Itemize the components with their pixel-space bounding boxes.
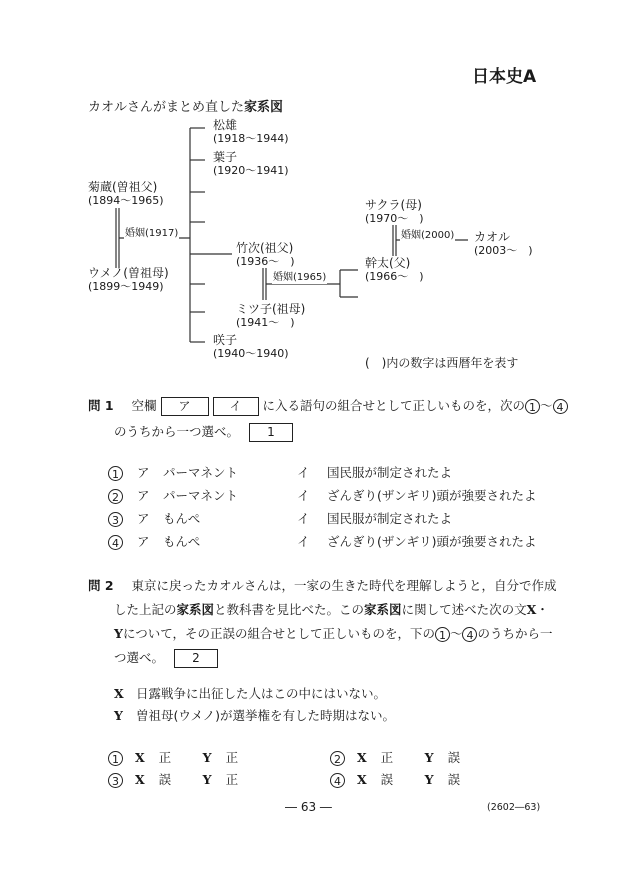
- q1-line1: [88, 395, 568, 417]
- q2-text: のうちから一: [477, 626, 553, 641]
- circled-number: 1: [525, 399, 540, 414]
- q2-text: した上記の: [114, 602, 177, 617]
- q2-line3: [114, 623, 552, 645]
- option-i-text: 国民服が制定されたよ: [326, 465, 452, 480]
- family-tree-note: ( )内の数字は西暦年を表す: [365, 356, 519, 370]
- person-kikuzo: [88, 180, 164, 207]
- blank-i-box: イ: [213, 397, 259, 416]
- person-sakiko: [213, 333, 289, 360]
- person-years: (1940～1940): [213, 347, 289, 360]
- circled-number: 4: [462, 627, 477, 642]
- circled-number: 4: [553, 399, 568, 414]
- circled-number: 1: [108, 466, 123, 481]
- option-a-text: もんぺ: [162, 534, 201, 549]
- person-sakura: [365, 198, 424, 225]
- page-number: ― 63 ―: [285, 800, 332, 814]
- person-name: 幹太(父): [365, 256, 411, 270]
- q1-option: [108, 511, 452, 527]
- circled-number: 2: [330, 751, 345, 766]
- option-x: X: [356, 750, 367, 765]
- q2-text: つ選べ。: [114, 650, 165, 665]
- q2-option: [330, 750, 460, 766]
- person-yoko: [213, 150, 289, 177]
- q2-line4: [114, 647, 218, 669]
- q1-prefix: 空欄: [131, 398, 157, 413]
- person-years: (1920～1941): [213, 164, 289, 177]
- option-a-label: ア: [136, 465, 150, 480]
- q1-option: [108, 465, 452, 481]
- q2-y-letter: Y: [114, 626, 123, 641]
- page-code: (2602―63): [487, 802, 541, 813]
- option-y: Y: [202, 750, 212, 765]
- option-a-text: パーマネント: [162, 488, 238, 503]
- option-a-text: パーマネント: [162, 465, 238, 480]
- q2-option: [108, 750, 238, 766]
- q2-text: ・: [536, 602, 549, 617]
- family-tree-title-bold: 家系図: [244, 100, 284, 115]
- statement-text: 日露戦争に出征した人はこの中にはいない。: [136, 686, 387, 701]
- option-y: Y: [424, 772, 434, 787]
- option-y-value: 正: [225, 750, 239, 765]
- family-tree-title-prefix: カオルさんがまとめ直した: [88, 100, 245, 115]
- q2-text: に関して述べた次の文: [401, 602, 527, 617]
- option-a-label: ア: [136, 511, 150, 526]
- q2-text: について，その正誤の組合せとして正しいものを，下の: [122, 626, 435, 641]
- subject-title: 日本史A: [472, 67, 537, 87]
- option-x-value: 正: [380, 750, 394, 765]
- q2-line2: [114, 599, 549, 621]
- person-takeji: [236, 241, 295, 268]
- person-years: (1970～ ): [365, 212, 424, 225]
- person-name: 竹次(祖父): [236, 241, 294, 255]
- marriage-label-1917: 婚姻(1917): [125, 228, 179, 239]
- person-name: 咲子: [213, 333, 238, 347]
- q1-option: [108, 488, 536, 504]
- option-i-label: イ: [296, 488, 310, 503]
- person-years: (1941～ ): [236, 316, 295, 329]
- option-x: X: [134, 772, 145, 787]
- person-years: (1899～1949): [88, 280, 164, 293]
- person-name: 葉子: [213, 150, 238, 164]
- option-y-value: 正: [225, 772, 239, 787]
- person-years: (1918～1944): [213, 132, 289, 145]
- circled-number: 1: [435, 627, 450, 642]
- option-a-text: もんぺ: [162, 511, 201, 526]
- q2-x-letter: X: [526, 602, 537, 617]
- q1-text1: に入る語句の組合せとして正しいものを，次の: [262, 398, 526, 413]
- option-x-value: 誤: [158, 772, 172, 787]
- person-umeno: [88, 266, 169, 293]
- q2-option: [330, 772, 460, 788]
- option-a-label: ア: [136, 488, 150, 503]
- answer-box-2: 2: [174, 649, 218, 668]
- person-matsuo: [213, 118, 289, 145]
- person-years: (1936～ ): [236, 255, 295, 268]
- person-years: (1894～1965): [88, 194, 164, 207]
- statement-label: X: [114, 686, 124, 701]
- option-x-value: 正: [158, 750, 172, 765]
- circled-number: 4: [108, 535, 123, 550]
- statement-label: Y: [114, 708, 123, 723]
- option-i-label: イ: [296, 534, 310, 549]
- option-x: X: [134, 750, 145, 765]
- q1-line2: [114, 421, 293, 443]
- circled-number: 4: [330, 773, 345, 788]
- q1-tilde: ～: [540, 398, 553, 413]
- option-x-value: 誤: [380, 772, 394, 787]
- q1-option: [108, 534, 536, 550]
- person-mitsuko: [236, 302, 305, 329]
- marriage-label-1965: 婚姻(1965): [273, 272, 327, 283]
- q2-bold-term: 家系図: [176, 602, 215, 617]
- q1-label: 問 1: [88, 398, 114, 413]
- circled-number: 1: [108, 751, 123, 766]
- statement-text: 曽祖母(ウメノ)が選挙権を有した時期はない。: [136, 708, 396, 723]
- person-name: カオル: [474, 230, 511, 244]
- option-x: X: [356, 772, 367, 787]
- q2-text-line1: 東京に戻ったカオルさんは，一家の生きた時代を理解しようと，自分で作成: [131, 578, 557, 593]
- option-i-text: 国民服が制定されたよ: [326, 511, 452, 526]
- option-a-label: ア: [136, 534, 150, 549]
- answer-box-1: 1: [249, 423, 293, 442]
- q2-line1: [88, 575, 557, 597]
- q2-bold-term: 家系図: [364, 602, 402, 617]
- person-name: ミツ子(祖母): [236, 302, 306, 316]
- person-name: サクラ(母): [365, 198, 422, 212]
- blank-a-box: ア: [161, 397, 209, 416]
- option-i-label: イ: [296, 465, 310, 480]
- option-y-value: 誤: [447, 772, 461, 787]
- circled-number: 3: [108, 773, 123, 788]
- statement-y: [114, 708, 395, 724]
- person-years: (1966～ ): [365, 270, 424, 283]
- option-y-value: 誤: [447, 750, 461, 765]
- option-i-text: ざんぎり(ザンギリ)頭が強要されたよ: [326, 488, 537, 503]
- q2-label: 問 2: [88, 578, 114, 593]
- option-i-text: ざんぎり(ザンギリ)頭が強要されたよ: [326, 534, 537, 549]
- q1-text2: のうちから一つ選べ。: [114, 424, 240, 439]
- statement-x: [114, 686, 386, 702]
- q2-option: [108, 772, 238, 788]
- person-kaoru: [474, 230, 533, 257]
- option-i-label: イ: [296, 511, 310, 526]
- person-name: 菊蔵(曽祖父): [88, 180, 158, 194]
- option-y: Y: [424, 750, 434, 765]
- marriage-label-2000: 婚姻(2000): [401, 230, 455, 241]
- circled-number: 3: [108, 512, 123, 527]
- option-y: Y: [202, 772, 212, 787]
- person-kanta: [365, 256, 424, 283]
- person-name: ウメノ(曽祖母): [88, 266, 169, 280]
- q2-text: と教科書を見比べた。この: [214, 602, 365, 617]
- q2-tilde: ～: [449, 626, 463, 641]
- circled-number: 2: [108, 489, 123, 504]
- person-name: 松雄: [213, 118, 238, 132]
- person-years: (2003～ ): [474, 244, 533, 257]
